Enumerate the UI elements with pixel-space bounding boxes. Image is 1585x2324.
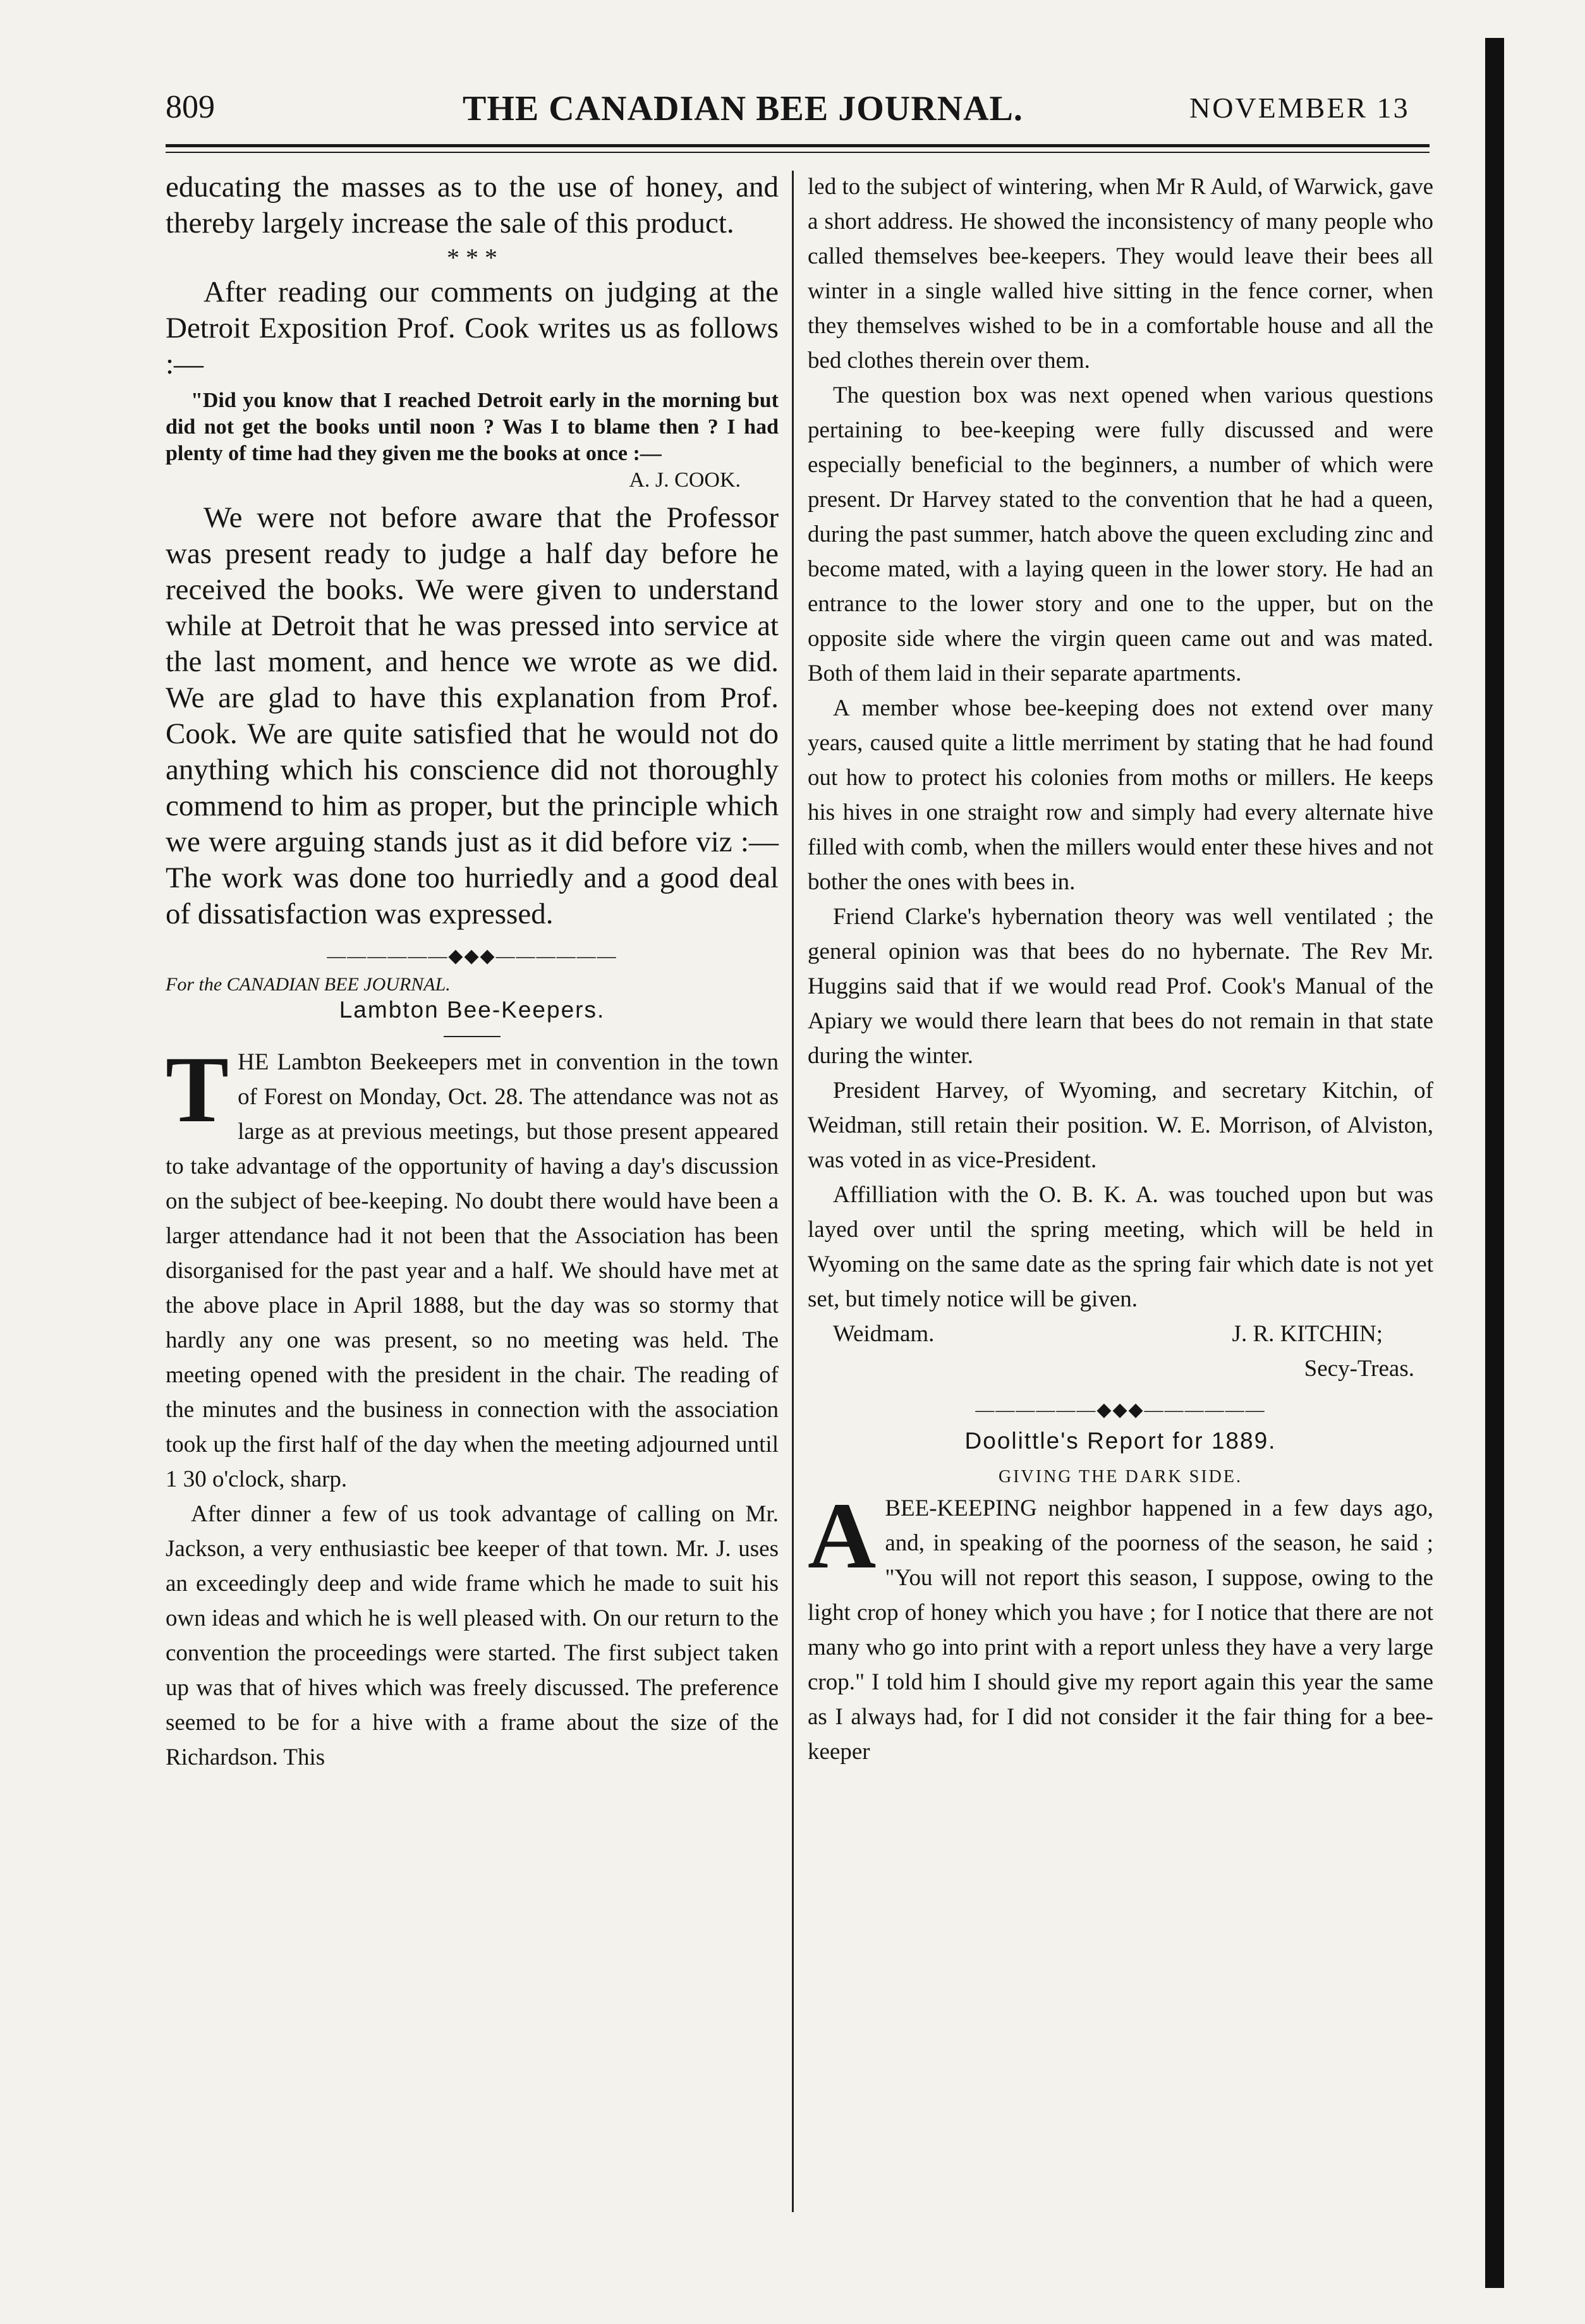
article-paragraph: President Harvey, of Wyoming, and secretary Kitchin, of Weidman, still retain their position. W. E. Morrison, of Alviston, was voted in as vice-President. (808, 1078, 1433, 1173)
signature-name: J. R. KITCHIN; (1232, 1321, 1383, 1347)
drop-cap: A (808, 1483, 877, 1588)
divider-ornament: ——————◆◆◆—————— (975, 1399, 1266, 1420)
left-column (166, 169, 779, 1775)
column-divider (792, 171, 794, 2212)
article-paragraph: Affilliation with the O. B. K. A. was touched upon but was layed over until the spring meeting, which will be held in Wyoming on the same date as the spring fair which date is not yet set, but timely notice will be given. (808, 1182, 1433, 1312)
journal-title: THE CANADIAN BEE JOURNAL. (463, 89, 1023, 128)
drop-cap: T (166, 1037, 229, 1142)
header-rule-thin (166, 152, 1430, 153)
header-rule-thick (166, 144, 1430, 147)
article-paragraph: ABEE-KEEPING neighbor happened in a few days ago, and, in speaking of the poorness of the season, he said ; "You will not report this season, I suppose, owing to the light crop of honey which you have ; for I notice that there are not many who go into print with a report unless they have a very large crop." I told him I should give my report again this year the same as I always had, for I did not consider it the fair thing for a bee-keeper (808, 1483, 1433, 1765)
editorial-paragraph: We were not before aware that the Professor was present ready to judge a half day before he received the books. We were given to understand while at Detroit that he was pressed into service at the last moment, and hence we wrote as we did. We are glad to have this explanation from Prof. Cook. We are quite satisfied that he would not do anything which his conscience did not thoroughly commend to him as proper, but the principle which we were arguing stands just as it did before viz :—The work was done too hurriedly and a good deal of dissatisfaction was expressed. (166, 501, 779, 930)
binding-edge (1485, 38, 1504, 2288)
signature-place: Weidmam. (833, 1321, 935, 1347)
page-number: 809 (166, 89, 215, 125)
short-rule (444, 1036, 501, 1037)
cook-letter: "Did you know that I reached Detroit early in the morning but did not get the books until noon ? Was I to blame then ? I had plenty of time had they given me the books at once :— (166, 389, 779, 465)
article-title: Doolittle's Report for 1889. (964, 1428, 1277, 1454)
article-paragraph: led to the subject of wintering, when Mr R Auld, of Warwick, gave a short address. He showed the inconsistency of many people who called themselves bee-keepers. They would leave their bees all winter in a single walled hive sitting in the fence corner, when they themselves wished to be in a comfortable house and all the bed clothes therein over them. (808, 174, 1433, 374)
signature-line (808, 1317, 1433, 1351)
divider-ornament: ——————◆◆◆—————— (327, 946, 617, 966)
issue-date: NOVEMBER 13 (1189, 92, 1410, 124)
cook-signature: A. J. COOK. (629, 468, 741, 492)
editorial-paragraph: educating the masses as to the use of honey, and thereby largely increase the sale of this product. (166, 171, 779, 240)
page-header (166, 88, 1430, 145)
article-paragraph: A member whose bee-keeping does not extend over many years, caused quite a little merriment by stating that he had found out how to protect his colonies from moths or millers. He keeps his hives in one straight row and simply had every alternate hive filled with comb, when the millers would enter these hives and not bother the ones with bees in. (808, 695, 1433, 895)
article-byline: For the CANADIAN BEE JOURNAL. (166, 974, 451, 995)
signature-title: Secy-Treas. (1304, 1356, 1414, 1382)
article-subhead: GIVING THE DARK SIDE. (998, 1467, 1242, 1487)
article-paragraph: The question box was next opened when various questions pertaining to bee-keeping were fully discussed and were especially beneficial to the beginners, a number of which were present. Dr Harvey stated to the convention that he had a queen, during the past summer, hatch above the queen excluding zinc and become mated, with a laying queen in the lower story. He had an entrance to the lower story and one to the upper, but on the opposite side where the virgin queen came out and was mated. Both of them laid in their separate apartments. (808, 382, 1433, 686)
editorial-paragraph: After reading our comments on judging at the Detroit Exposition Prof. Cook writes us as follows :— (166, 276, 779, 380)
article-paragraph: Friend Clarke's hybernation theory was well ventilated ; the general opinion was that bees do no hybernate. The Rev Mr. Huggins said that if we would read Prof. Cook's Manual of the Apiary we would there learn that bees do not remain in that state during the winter. (808, 904, 1433, 1069)
article-paragraph: THE Lambton Beekeepers met in convention in the town of Forest on Monday, Oct. 28. The attendance was not as large as at previous meetings, but those present appeared to take advantage of the opportunity of having a day's discussion on the subject of bee-keeping. No doubt there would have been a larger attendance had it not been that the Association has been disorganised for the past year and a half. We should have met at the above place in April 1888, but the day was so stormy that hardly any one was present, so no meeting was held. The meeting opened with the president in the chair. The reading of the minutes and the business in connection with the association took up the first half of the day when the meeting adjourned until 1 30 o'clock, sharp. (166, 1037, 779, 1492)
section-stars: * * * (447, 243, 497, 272)
right-column (808, 169, 1433, 1769)
article-paragraph: After dinner a few of us took advantage of calling on Mr. Jackson, a very enthusiastic bee keeper of that town. Mr. J. uses an exceedingly deep and wide frame which he made to suit his own ideas and which he is well pleased with. On our return to the convention the proceedings were started. The first subject taken up was that of hives which was freely discussed. The preference seemed to be for a hive with a frame about the size of the Richardson. This (166, 1501, 779, 1770)
article-title: Lambton Bee-Keepers. (339, 997, 605, 1023)
